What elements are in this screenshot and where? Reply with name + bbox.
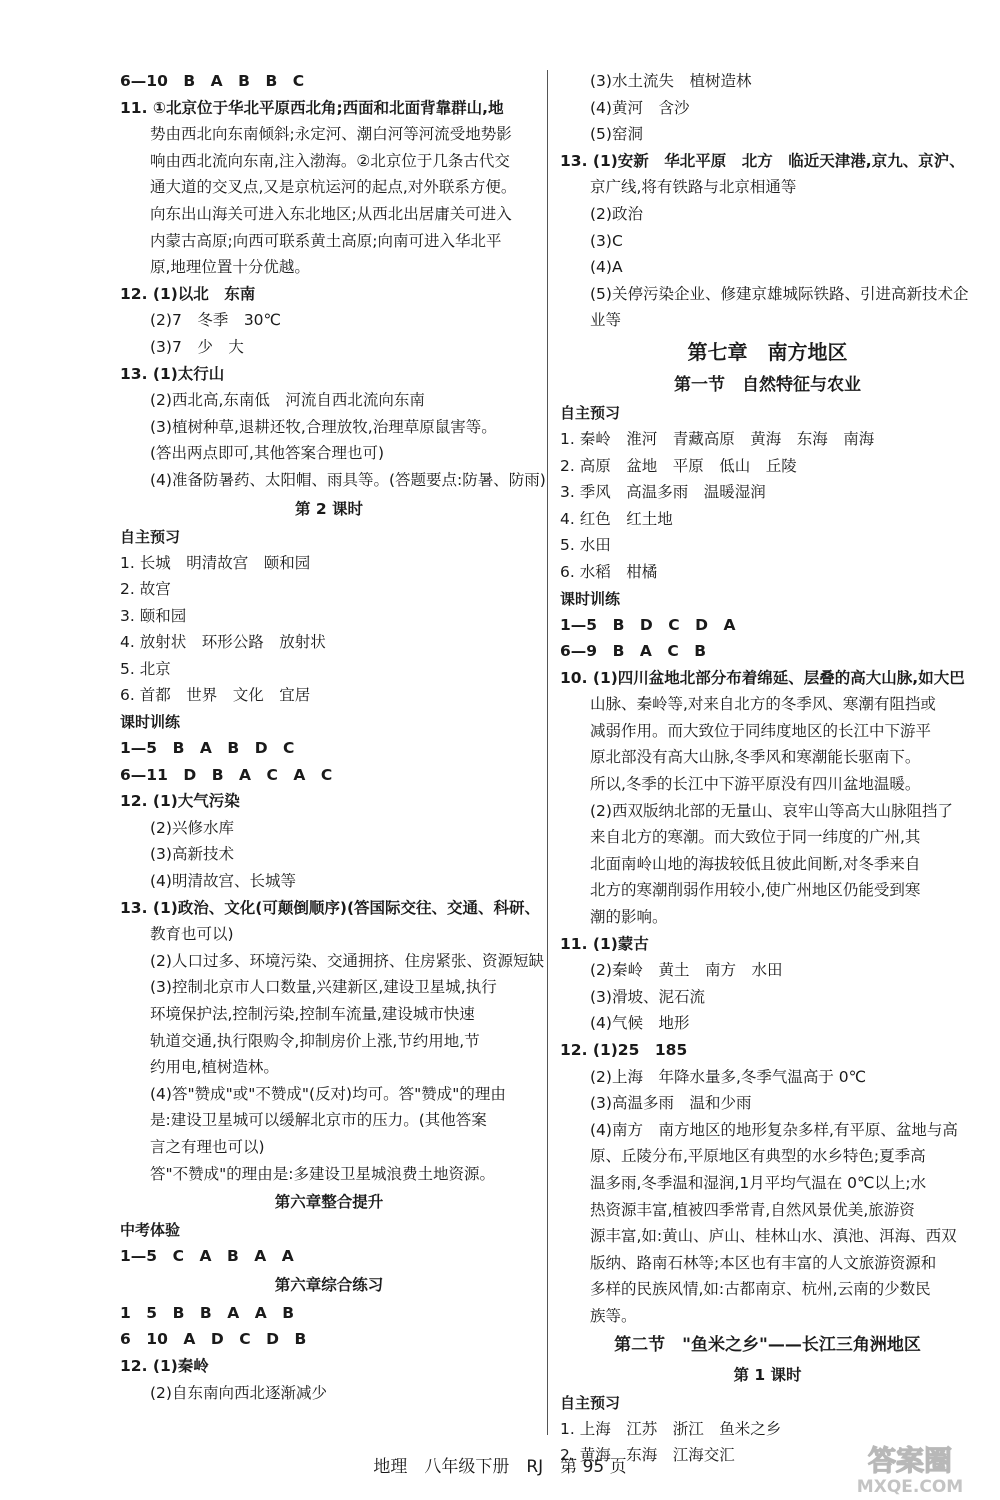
answer-line: 5. 北京 <box>120 659 171 678</box>
answer-line: 6. 水稻 柑橘 <box>560 562 658 581</box>
answer-line: 1—5 B A B D C <box>120 739 295 758</box>
answer-line: 3. 颐和园 <box>120 606 187 625</box>
answer-line: 6. 首都 世界 文化 宜居 <box>120 686 311 705</box>
answer-line: 通大道的交叉点,又是京杭运河的起点,对外联系方便。 <box>150 178 517 197</box>
answer-line: (答出两点即可,其他答案合理也可) <box>150 444 385 463</box>
answer-line: 12. (1)秦岭 <box>120 1356 209 1375</box>
answer-line: 版纳、路南石林等;本区也有丰富的人文旅游资源和 <box>590 1253 937 1272</box>
watermark-line2: MXQE.COM <box>856 1477 964 1497</box>
answer-line: 13. (1)政治、文化(可颠倒顺序)(答国际交往、交通、科研、 <box>120 898 541 917</box>
answer-line: 6—10 B A B B C <box>120 72 305 90</box>
answer-line: 业等 <box>590 311 622 330</box>
answer-line: 11. (1)蒙古 <box>560 934 649 953</box>
answer-line: 原北部没有高大山脉,冬季风和寒潮能长驱南下。 <box>590 748 921 767</box>
section-heading: 第二节 "鱼米之乡"——长江三角洲地区 <box>614 1334 921 1355</box>
answer-line: 13. (1)安新 华北平原 北方 临近天津港,京九、京沪、 <box>560 151 965 170</box>
answer-line: (2)上海 年降水量多,冬季气温高于 0℃ <box>590 1067 867 1086</box>
answer-line: 2. 高原 盆地 平原 低山 丘陵 <box>560 456 797 475</box>
answer-line: (2)西北高,东南低 河流自西北流向东南 <box>150 391 425 410</box>
answer-line: 内蒙古高原;向西可联系黄土高原;向南可进入华北平 <box>150 231 502 250</box>
answer-line: 6—11 D B A C A C <box>120 765 333 784</box>
answer-line: 原,地理位置十分优越。 <box>150 258 310 277</box>
answer-line: 来自北方的寒潮。而大致位于同一纬度的广州,其 <box>590 828 921 847</box>
answer-line: 是:建设卫星城可以缓解北京市的压力。(其他答案 <box>150 1111 487 1130</box>
answer-line: 响由西北流向东南,注入渤海。②北京位于几条古代交 <box>150 151 510 170</box>
answer-line: (4)南方 南方地区的地形复杂多样,有平原、盆地与高 <box>590 1120 958 1139</box>
answer-line: 1 5 B B A A B <box>120 1303 295 1322</box>
answer-line: 北方的寒潮削弱作用较小,使广州地区仍能受到寒 <box>590 881 921 900</box>
answer-line: 势由西北向东南倾斜;永定河、潮白河等河流受地势影 <box>150 125 512 144</box>
answer-line: (3)滑坡、泥石流 <box>590 987 705 1006</box>
answer-line: 向东出山海关可进入东北地区;从西北出居庸关可进入 <box>150 204 512 223</box>
left-column <box>120 68 546 1406</box>
answer-line: 多样的民族风情,如:古都南京、杭州,云南的少数民 <box>590 1280 931 1299</box>
answer-line: 12. (1)以北 东南 <box>120 284 256 303</box>
answer-line: 言之有理也可以) <box>150 1137 265 1156</box>
answer-line: 减弱作用。而大致位于同纬度地区的长江中下游平 <box>590 721 932 740</box>
answer-line: (4)明清故宫、长城等 <box>150 872 296 891</box>
answer-line: (4)黄河 含沙 <box>590 98 690 117</box>
answer-line: 5. 水田 <box>560 536 611 555</box>
answer-line: (4)准备防暑药、太阳帽、雨具等。(答题要点:防暑、防雨) <box>150 470 546 489</box>
answer-line: 京广线,将有铁路与北京相通等 <box>590 178 797 197</box>
answer-line: 11. ①北京位于华北平原西北角;西面和北面背靠群山,地 <box>120 98 504 117</box>
answer-line: (3)7 少 大 <box>150 337 244 356</box>
part-heading: 自主预习 <box>120 527 181 546</box>
answer-line: 所以,冬季的长江中下游平原没有四川盆地温暖。 <box>590 775 921 794</box>
part-heading: 中考体验 <box>120 1221 181 1240</box>
chapter-heading: 第七章 南方地区 <box>687 339 848 364</box>
answer-line: (3)高新技术 <box>150 845 234 864</box>
answer-line: 环境保护法,控制污染,控制车流量,建设城市快速 <box>150 1005 475 1023</box>
column-divider <box>547 70 548 1435</box>
watermark-logo <box>830 1440 990 1498</box>
answer-line: (2)西双版纳北部的无量山、哀牢山等高大山脉阻挡了 <box>590 801 953 820</box>
answer-line: 4. 放射状 环形公路 放射状 <box>120 633 326 652</box>
answer-line: 轨道交通,执行限购令,抑制房价上涨,节约用地,节 <box>150 1031 480 1050</box>
answer-line: (2)7 冬季 30℃ <box>150 311 281 330</box>
answer-line: (4)A <box>590 258 623 277</box>
answer-line: 12. (1)25 185 <box>560 1041 688 1059</box>
part-heading: 自主预习 <box>560 403 621 422</box>
answer-line: (4)气候 地形 <box>590 1014 690 1033</box>
answer-line: 6 10 A D C D B <box>120 1330 307 1349</box>
answer-line: (3)C <box>590 231 623 250</box>
answer-line: 2. 故宫 <box>120 580 171 599</box>
answer-line: 1—5 C A B A A <box>120 1247 294 1266</box>
answer-line: 2. 黄海 东海 江海交汇 <box>560 1446 735 1465</box>
answer-line: (4)答"赞成"或"不赞成"(反对)均可。答"赞成"的理由 <box>150 1084 506 1103</box>
part-heading: 课时训练 <box>120 713 181 732</box>
lesson-heading: 第 1 课时 <box>733 1365 802 1384</box>
answer-line: 北面南岭山地的海拔较低且彼此间断,对冬季来自 <box>590 854 921 873</box>
answer-line: 族等。 <box>590 1306 637 1325</box>
answer-line: 1. 秦岭 淮河 青藏高原 黄海 东海 南海 <box>560 429 875 448</box>
answer-line: 热资源丰富,植被四季常青,自然风景优美,旅游资 <box>590 1200 915 1219</box>
answer-line: 12. (1)大气污染 <box>120 792 240 811</box>
answer-line: 3. 季风 高温多雨 温暖湿润 <box>560 483 766 502</box>
answer-line: 原、丘陵分布,平原地区有典型的水乡特色;夏季高 <box>590 1147 926 1166</box>
answer-line: 1—5 B D C D A <box>560 615 736 634</box>
answer-line: 温多雨,冬季温和湿润,1月平均气温在 0℃以上;水 <box>590 1173 927 1192</box>
answer-line: (3)高温多雨 温和少雨 <box>590 1094 752 1113</box>
answer-line: 源丰富,如:黄山、庐山、桂林山水、滇池、洱海、西双 <box>590 1227 957 1246</box>
answer-line: 教育也可以) <box>150 925 234 944</box>
lesson-heading: 第六章整合提升 <box>274 1193 384 1212</box>
answer-line: (5)关停污染企业、修建京雄城际铁路、引进高新技术企 <box>590 284 969 303</box>
answer-line: 6—9 B A C B <box>560 642 707 661</box>
answer-line: (2)兴修水库 <box>150 818 234 837</box>
lesson-heading: 第六章综合练习 <box>274 1275 384 1294</box>
answer-line: 山脉、秦岭等,对来自北方的冬季风、寒潮有阻挡或 <box>590 695 936 714</box>
answer-line: 10. (1)四川盆地北部分布着绵延、层叠的高大山脉,如大巴 <box>560 668 965 687</box>
lesson-heading: 第 2 课时 <box>294 499 364 518</box>
answer-line: 潮的影响。 <box>590 908 668 927</box>
part-heading: 课时训练 <box>560 589 621 608</box>
page-footer: 地理 八年级下册 RJ 第 95 页 <box>373 1457 627 1477</box>
answer-line: (3)控制北京市人口数量,兴建新区,建设卫星城,执行 <box>150 978 497 997</box>
watermark-line1: 答案圈 <box>867 1444 953 1477</box>
answer-line: 13. (1)太行山 <box>120 364 225 383</box>
part-heading: 自主预习 <box>560 1393 621 1412</box>
answer-line: (2)人口过多、环境污染、交通拥挤、住房紧张、资源短缺 <box>150 951 544 970</box>
answer-line: 答"不赞成"的理由是:多建设卫星城浪费土地资源。 <box>150 1164 495 1183</box>
answer-line: (2)政治 <box>590 204 643 223</box>
answer-line: (3)水土流失 植树造林 <box>590 72 752 90</box>
answer-line: 1. 长城 明清故宫 颐和园 <box>120 553 311 572</box>
answer-line: (2)自东南向西北逐渐减少 <box>150 1383 327 1402</box>
answer-line: 4. 红色 红土地 <box>560 509 673 528</box>
section-heading: 第一节 自然特征与农业 <box>674 374 861 395</box>
answer-line: 1. 上海 江苏 浙江 鱼米之乡 <box>560 1419 782 1438</box>
answer-line: 约用电,植树造林。 <box>150 1058 279 1077</box>
answer-line: (5)窑洞 <box>590 125 643 144</box>
answer-line: (3)植树种草,退耕还牧,合理放牧,治理草原鼠害等。 <box>150 417 497 436</box>
answer-line: (2)秦岭 黄土 南方 水田 <box>590 961 783 980</box>
right-column <box>560 68 975 1469</box>
